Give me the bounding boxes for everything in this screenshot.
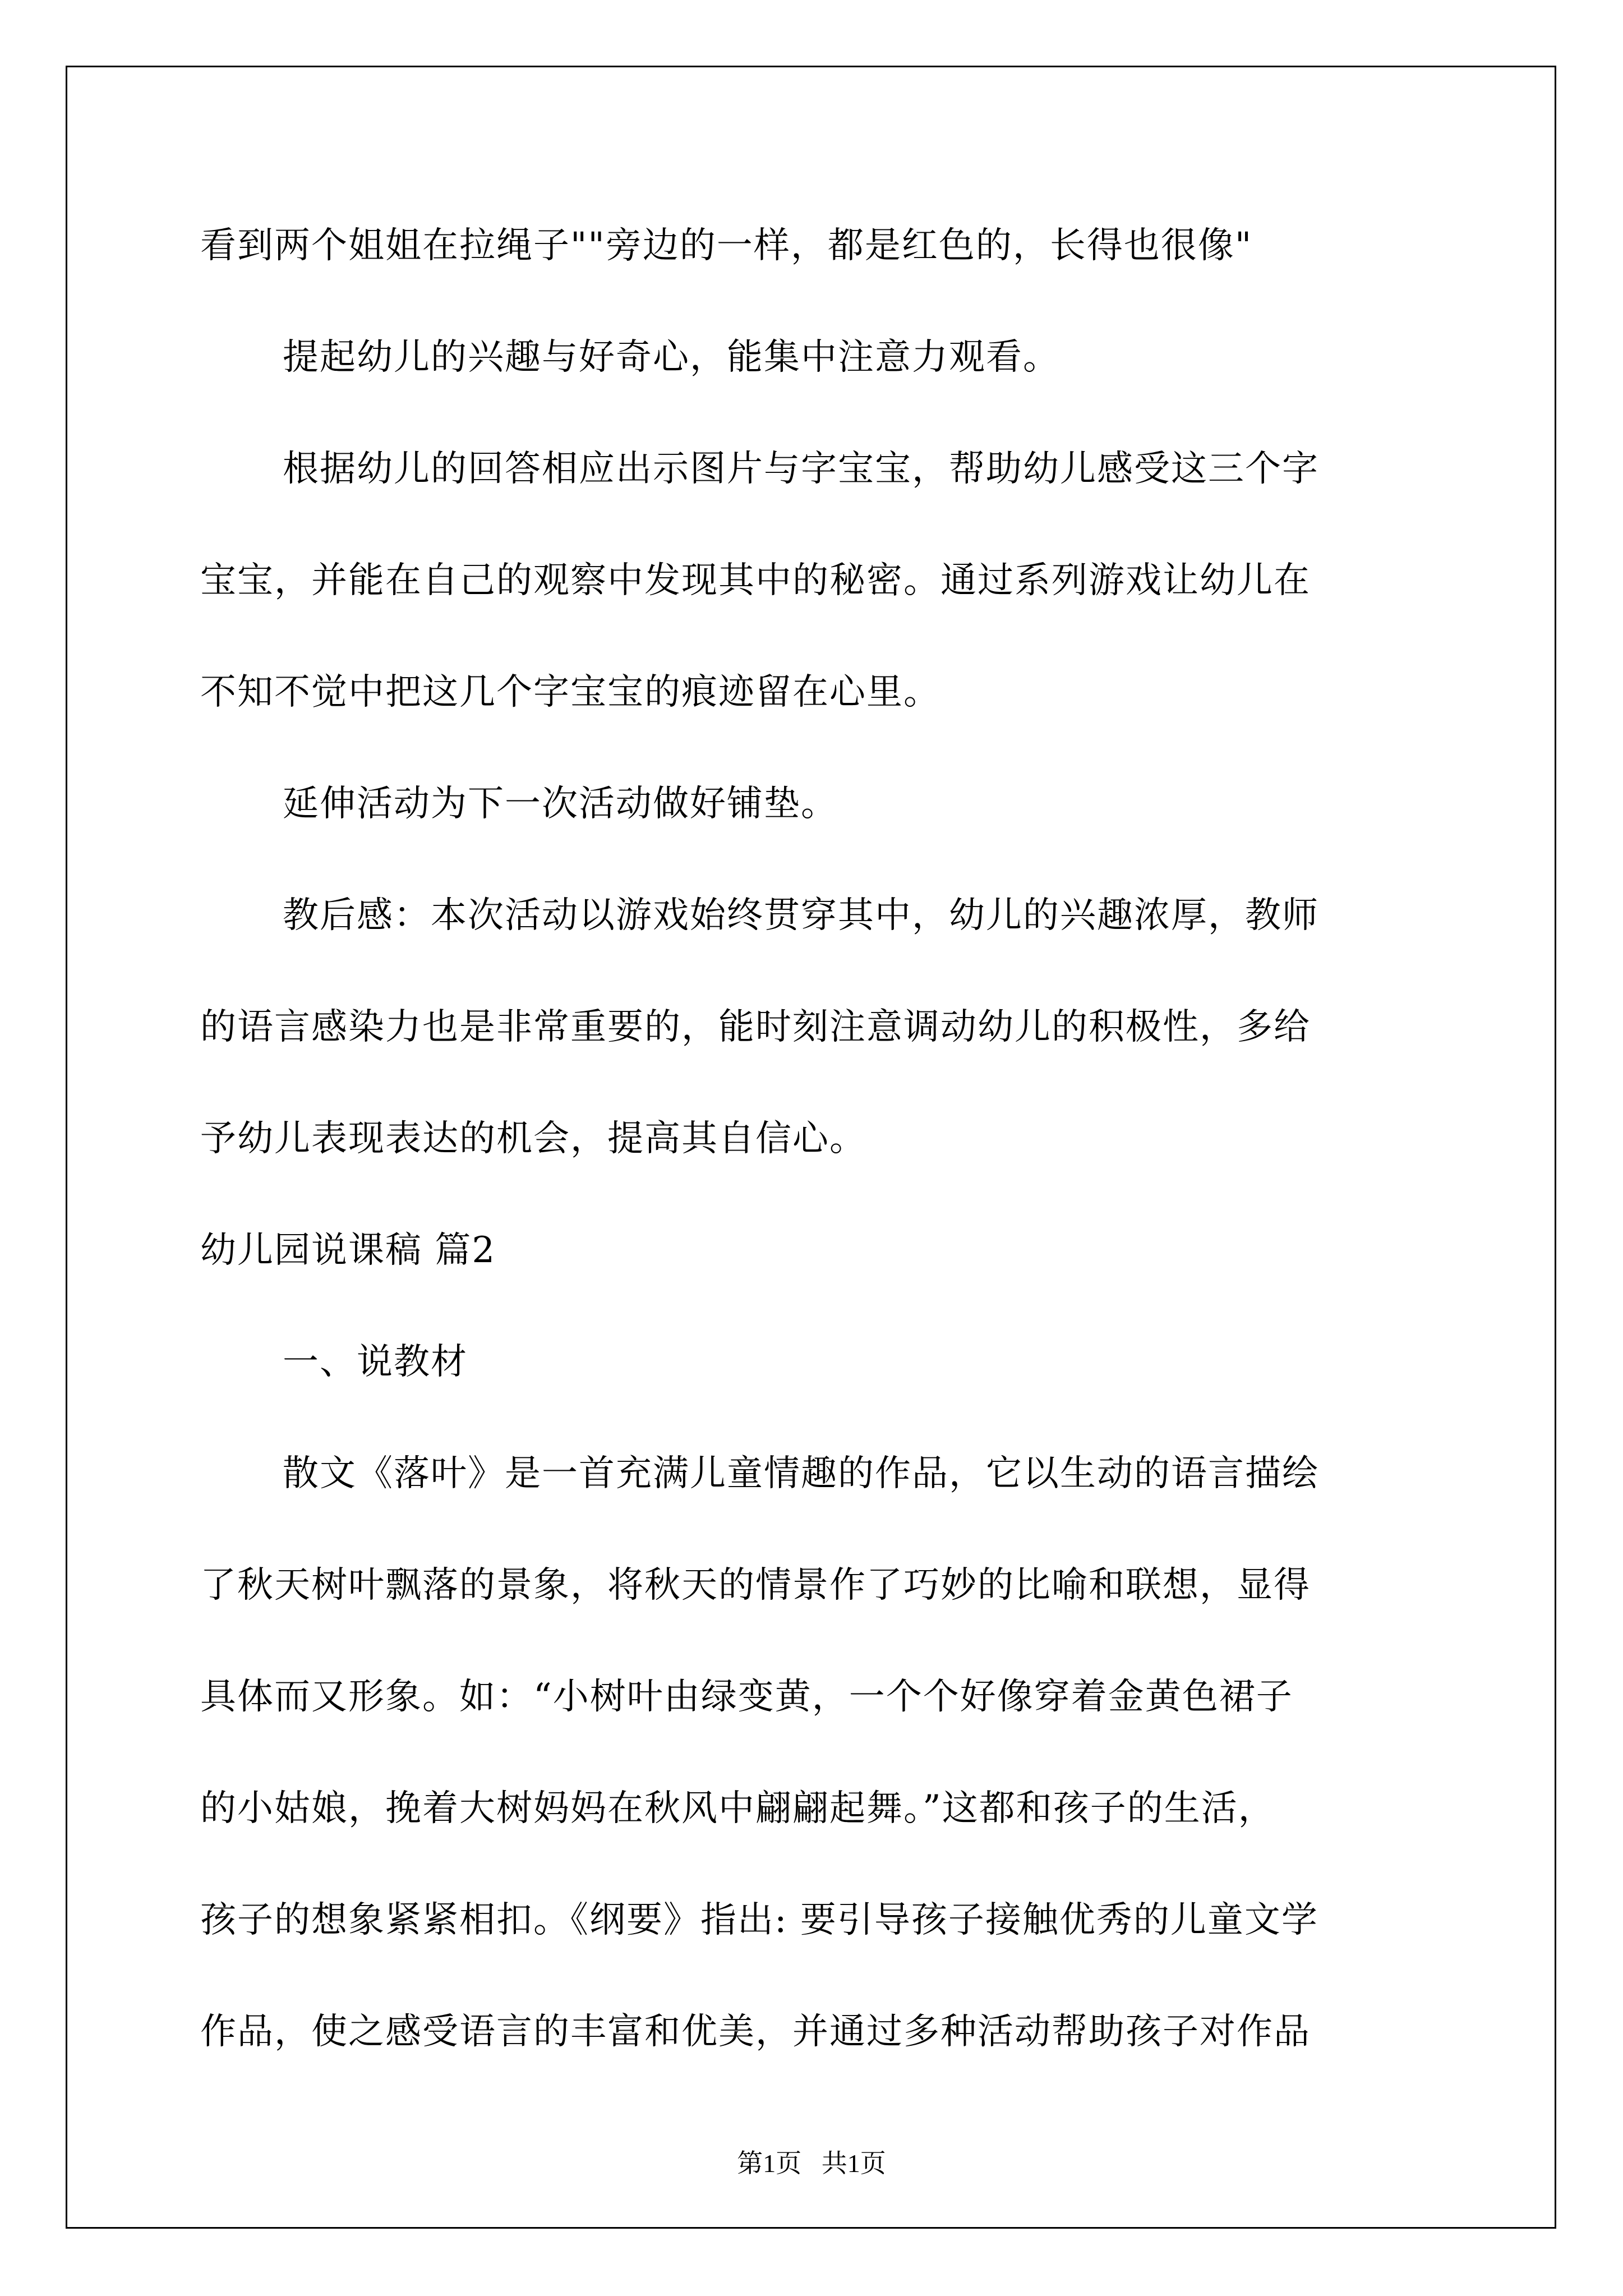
subsection-heading: 一、说教材 bbox=[283, 1341, 468, 1383]
paragraph-line: 的小姑娘，挽着大树妈妈在秋风中翩翩起舞。”这都和孩子的生活， bbox=[200, 1788, 1275, 1829]
paragraph-line: 宝宝，并能在自己的观察中发现其中的秘密。通过系列游戏让幼儿在 bbox=[200, 560, 1311, 601]
paragraph-line: 延伸活动为下一次活动做好铺垫。 bbox=[283, 783, 838, 825]
section-heading: 幼儿园说课稿 篇2 bbox=[200, 1230, 496, 1271]
page-footer bbox=[0, 2143, 1623, 2180]
paragraph-line: 的语言感染力也是非常重要的，能时刻注意调动幼儿的积极性，多给 bbox=[200, 1006, 1311, 1048]
paragraph-line: 不知不觉中把这几个字宝宝的痕迹留在心里。 bbox=[200, 671, 940, 713]
page-number: 第1页 bbox=[737, 2149, 802, 2178]
paragraph-line: 看到两个姐姐在拉绳子""旁边的一样，都是红色的，长得也很像" bbox=[200, 225, 1253, 266]
paragraph-line: 根据幼儿的回答相应出示图片与字宝宝，帮助幼儿感受这三个字 bbox=[283, 448, 1319, 490]
paragraph-line: 了秋天树叶飘落的景象，将秋天的情景作了巧妙的比喻和联想，显得 bbox=[200, 1565, 1311, 1606]
paragraph-line: 具体而又形象。如：“小树叶由绿变黄，一个个好像穿着金黄色裙子 bbox=[200, 1676, 1293, 1718]
page-total: 共1页 bbox=[821, 2149, 886, 2178]
paragraph-line: 孩子的想象紧紧相扣。《纲要》指出: 要引导孩子接触优秀的儿童文学 bbox=[200, 1899, 1318, 1941]
paragraph-line: 作品，使之感受语言的丰富和优美，并通过多种活动帮助孩子对作品 bbox=[200, 2011, 1311, 2053]
paragraph-line: 提起幼儿的兴趣与好奇心，能集中注意力观看。 bbox=[283, 337, 1060, 378]
paragraph-line: 予幼儿表现表达的机会，提高其自信心。 bbox=[200, 1118, 866, 1159]
paragraph-line: 教后感：本次活动以游戏始终贯穿其中，幼儿的兴趣浓厚，教师 bbox=[283, 895, 1319, 936]
paragraph-line: 散文《落叶》是一首充满儿童情趣的作品，它以生动的语言描绘 bbox=[283, 1453, 1319, 1494]
